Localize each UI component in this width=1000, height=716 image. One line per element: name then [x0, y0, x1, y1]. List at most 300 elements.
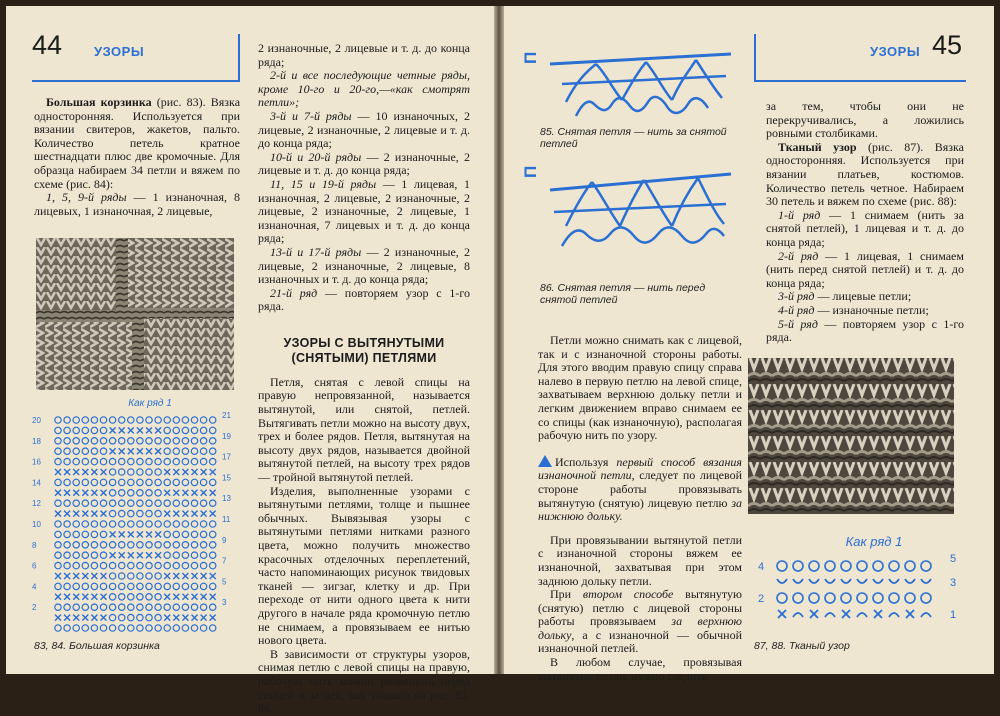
row-number-left: 2	[32, 603, 37, 613]
row-text: — повторяем узор с 1-го ряда.	[258, 285, 470, 314]
cross-symbol	[64, 469, 70, 475]
row-label: 11, 15 и 19-й ряды	[270, 176, 377, 191]
row-text: — 1 лицевая, 1 снимаем (нить перед снятой петлей) и т. д. до конца ряда;	[766, 248, 964, 290]
row-number-right: 7	[222, 556, 227, 566]
circle-symbol	[119, 500, 125, 506]
circle-symbol	[173, 542, 179, 548]
circle-symbol	[109, 438, 115, 444]
row-label: 13-й и 17-й ряды	[270, 244, 362, 259]
text-run: , а с изнаночной — обычной изнаночной петлей.	[538, 627, 742, 656]
woven-title: Тканый узор	[778, 139, 857, 154]
paragraph: 2 изнаночные, 2 лицевые и т. д. до конца ряда;	[258, 41, 470, 69]
circle-symbol	[182, 583, 188, 589]
paragraph: Петли можно снимать как с лицевой, так и с изнаночной стороны работы. Для этого вводим правую спицу справа налево в первую петлю на левой спице, захватываем верхнюю дольку петли и легким движением вправо снимаем ее со спицы (как изнаночную), располагая рабочую нить по узору.	[538, 333, 742, 443]
circle-symbol	[210, 531, 216, 537]
row-number-right: 19	[222, 431, 231, 441]
circle-symbol	[73, 458, 79, 464]
circle-symbol	[64, 542, 70, 548]
cross-symbol	[110, 427, 116, 433]
circle-symbol	[64, 438, 70, 444]
circle-symbol	[173, 427, 179, 433]
circle-symbol	[146, 458, 152, 464]
circle-symbol	[210, 417, 216, 423]
circle-symbol	[210, 500, 216, 506]
circle-symbol	[173, 562, 179, 568]
cross-symbol	[73, 594, 79, 600]
circle-symbol	[841, 561, 851, 571]
circle-symbol	[173, 521, 179, 527]
figure-86-diagram	[521, 156, 736, 254]
paragraph: за тем, чтобы они не перекручивались, а ложились ровными столбиками.	[766, 99, 964, 141]
circle-symbol	[82, 417, 88, 423]
circle-symbol	[173, 448, 179, 454]
circle-symbol	[191, 427, 197, 433]
circle-symbol	[164, 500, 170, 506]
circle-symbol	[210, 583, 216, 589]
cross-symbol	[91, 615, 97, 621]
note-paragraph	[538, 455, 742, 524]
book-gutter	[494, 6, 504, 674]
cross-symbol	[201, 511, 207, 517]
circle-symbol	[119, 583, 125, 589]
row-number-right: 21	[222, 411, 231, 420]
cross-symbol	[146, 552, 152, 558]
circle-symbol	[64, 427, 70, 433]
cross-symbol	[201, 573, 207, 579]
circle-symbol	[155, 469, 161, 475]
row-number-right: 3	[222, 598, 227, 608]
circle-symbol	[873, 561, 883, 571]
circle-symbol	[119, 604, 125, 610]
row1-text: — 1 изнаночная, 8 лицевых, 1 изнаночная, 2 лицевые,	[34, 190, 240, 218]
circle-symbol	[173, 604, 179, 610]
row-number-left: 20	[32, 416, 41, 425]
circle-symbol	[200, 448, 206, 454]
circle-symbol	[100, 583, 106, 589]
arc-symbol	[857, 613, 867, 617]
chart-grid	[777, 561, 931, 618]
circle-symbol	[164, 438, 170, 444]
circle-symbol	[128, 438, 134, 444]
circle-symbol	[137, 625, 143, 631]
chart-grid	[55, 417, 216, 631]
woven-intro: (рис. 87). Вязка односторонняя. Используется при вязании платьев, костюмов. Количество петель четное. Набираем 30 петель и вяжем по схеме (рис. 88):	[766, 139, 965, 209]
circle-symbol	[119, 438, 125, 444]
cross-symbol	[110, 448, 116, 454]
arc-symbol	[793, 613, 803, 617]
cross-symbol	[64, 490, 70, 496]
circle-symbol	[777, 561, 787, 571]
circle-symbol	[182, 531, 188, 537]
arc-symbol	[777, 579, 787, 583]
arc-symbol	[873, 579, 883, 583]
circle-symbol	[857, 561, 867, 571]
circle-symbol	[210, 427, 216, 433]
circle-symbol	[55, 531, 61, 537]
circle-symbol	[200, 604, 206, 610]
circle-symbol	[91, 479, 97, 485]
circle-symbol	[191, 625, 197, 631]
cross-symbol	[128, 531, 134, 537]
circle-symbol	[82, 427, 88, 433]
circle-symbol	[73, 479, 79, 485]
circle-symbol	[137, 521, 143, 527]
circle-symbol	[191, 583, 197, 589]
circle-symbol	[191, 531, 197, 537]
circle-symbol	[109, 604, 115, 610]
circle-symbol	[73, 500, 79, 506]
figure-caption-86: 86. Снятая петля — нить перед снятой петлей	[540, 282, 706, 306]
circle-symbol	[191, 552, 197, 558]
paragraph	[538, 588, 742, 656]
cross-symbol	[55, 469, 61, 475]
cross-symbol	[55, 594, 61, 600]
cross-symbol	[137, 427, 143, 433]
paragraph: В любом случае, провязывая вытянутые петли, нужно следить	[538, 655, 742, 683]
circle-symbol	[210, 438, 216, 444]
figure-caption-87-88: 87, 88. Тканый узор	[754, 640, 850, 652]
circle-symbol	[146, 490, 152, 496]
cross-symbol	[119, 531, 125, 537]
arc-symbol	[809, 579, 819, 583]
circle-symbol	[155, 583, 161, 589]
circle-symbol	[200, 417, 206, 423]
circle-symbol	[191, 417, 197, 423]
cross-symbol	[64, 615, 70, 621]
circle-symbol	[128, 562, 134, 568]
circle-symbol	[146, 542, 152, 548]
circle-symbol	[128, 521, 134, 527]
circle-symbol	[82, 521, 88, 527]
circle-symbol	[91, 458, 97, 464]
cross-symbol	[55, 511, 61, 517]
arc-symbol	[921, 613, 931, 617]
circle-symbol	[173, 417, 179, 423]
row-label: 5-й ряд	[778, 316, 818, 331]
circle-symbol	[73, 562, 79, 568]
circle-symbol	[146, 562, 152, 568]
circle-symbol	[921, 561, 931, 571]
circle-symbol	[82, 479, 88, 485]
row-number-left: 2	[758, 593, 765, 605]
cross-symbol	[55, 490, 61, 496]
circle-symbol	[119, 625, 125, 631]
circle-symbol	[825, 561, 835, 571]
running-head-right: УЗОРЫ	[870, 44, 921, 59]
circle-symbol	[182, 427, 188, 433]
circle-symbol	[91, 417, 97, 423]
circle-symbol	[55, 583, 61, 589]
cross-symbol	[146, 448, 152, 454]
cross-symbol	[182, 511, 188, 517]
row-number-right: 17	[222, 452, 231, 462]
cross-symbol	[82, 469, 88, 475]
cross-symbol	[210, 490, 216, 496]
circle-symbol	[155, 521, 161, 527]
circle-symbol	[100, 604, 106, 610]
circle-symbol	[200, 427, 206, 433]
circle-symbol	[841, 593, 851, 603]
cross-symbol	[137, 552, 143, 558]
circle-symbol	[91, 552, 97, 558]
cross-symbol	[119, 427, 125, 433]
circle-symbol	[109, 490, 115, 496]
circle-symbol	[137, 469, 143, 475]
circle-symbol	[164, 448, 170, 454]
paragraph: Изделия, выполненные узорами с вытянутыми петлями, толще и пышнее обычных. Вывязывая узоры с вытянутыми петлями нитками разного цвета, можно получить множество красочных отделочных переплетений, часто напоминающих рисунок твидовых тканей — зигзаг, клетку и др. При переходе от нити одного цвета к нити другого в начале ряда кромочную петлю не снимаем, а провязываем ее нитью нового цвета.	[258, 483, 470, 648]
row-number-right: 13	[222, 494, 231, 504]
circle-symbol	[155, 417, 161, 423]
circle-symbol	[182, 625, 188, 631]
cross-symbol	[155, 448, 161, 454]
row-text: — 1 снимаем (нить за снятой петлей), 1 лицевая и т. д. до конца ряда;	[766, 207, 964, 249]
cross-symbol	[137, 531, 143, 537]
circle-symbol	[155, 490, 161, 496]
cross-symbol	[778, 610, 786, 618]
circle-symbol	[64, 458, 70, 464]
circle-symbol	[137, 500, 143, 506]
circle-symbol	[82, 531, 88, 537]
cross-symbol	[164, 615, 170, 621]
cross-symbol	[192, 511, 198, 517]
circle-symbol	[191, 500, 197, 506]
arc-symbol	[905, 579, 915, 583]
basket-intro	[34, 96, 240, 218]
cross-symbol	[210, 469, 216, 475]
cross-symbol	[182, 615, 188, 621]
circle-symbol	[119, 510, 125, 516]
circle-symbol	[109, 594, 115, 600]
circle-symbol	[55, 458, 61, 464]
circle-symbol	[191, 604, 197, 610]
circle-symbol	[91, 625, 97, 631]
cross-symbol	[210, 615, 216, 621]
circle-symbol	[164, 542, 170, 548]
circle-symbol	[182, 604, 188, 610]
circle-symbol	[73, 625, 79, 631]
circle-symbol	[100, 521, 106, 527]
circle-symbol	[164, 458, 170, 464]
row-number-right: 15	[222, 473, 231, 483]
circle-symbol	[146, 573, 152, 579]
circle-symbol	[109, 583, 115, 589]
circle-symbol	[100, 448, 106, 454]
row-number-left: 4	[32, 582, 37, 592]
cross-symbol	[201, 490, 207, 496]
circle-symbol	[100, 552, 106, 558]
cross-symbol	[91, 594, 97, 600]
cross-symbol	[119, 448, 125, 454]
arc-symbol	[841, 579, 851, 583]
figure-caption-85: 85. Снятая петля — нить за снятой петлей	[540, 126, 727, 150]
circle-symbol	[182, 521, 188, 527]
row-label: 3-й ряд	[778, 289, 815, 304]
circle-symbol	[128, 500, 134, 506]
circle-symbol	[119, 469, 125, 475]
circle-symbol	[155, 479, 161, 485]
row-number-right: 9	[222, 535, 227, 545]
circle-symbol	[55, 521, 61, 527]
row-number-left: 14	[32, 478, 41, 488]
circle-symbol	[64, 531, 70, 537]
circle-symbol	[91, 500, 97, 506]
cross-symbol	[101, 615, 107, 621]
circle-symbol	[91, 583, 97, 589]
right-page	[504, 6, 994, 683]
circle-symbol	[793, 593, 803, 603]
paragraph: 2-й и все последующие четные ряды, кроме 10-го и 20-го,—«как смотрят петли»;	[258, 68, 470, 110]
basket-photo	[36, 238, 234, 390]
cross-symbol	[82, 573, 88, 579]
circle-symbol	[137, 417, 143, 423]
circle-symbol	[191, 458, 197, 464]
row-label: 1-й ряд	[778, 207, 821, 222]
circle-symbol	[200, 625, 206, 631]
circle-symbol	[119, 562, 125, 568]
circle-symbol	[91, 562, 97, 568]
circle-symbol	[200, 542, 206, 548]
circle-symbol	[109, 614, 115, 620]
circle-symbol	[91, 542, 97, 548]
circle-symbol	[164, 521, 170, 527]
arc-symbol	[857, 579, 867, 583]
circle-symbol	[146, 500, 152, 506]
circle-symbol	[91, 448, 97, 454]
cross-symbol	[173, 511, 179, 517]
circle-symbol	[109, 542, 115, 548]
page-number-right: 45	[932, 30, 963, 60]
needle-letter-icon: П	[521, 51, 540, 64]
circle-symbol	[73, 448, 79, 454]
circle-symbol	[55, 542, 61, 548]
cross-symbol	[73, 573, 79, 579]
circle-symbol	[55, 479, 61, 485]
circle-symbol	[146, 614, 152, 620]
circle-symbol	[146, 479, 152, 485]
circle-symbol	[128, 479, 134, 485]
circle-symbol	[64, 521, 70, 527]
circle-symbol	[210, 562, 216, 568]
circle-symbol	[109, 458, 115, 464]
circle-symbol	[200, 531, 206, 537]
row-label: 10-й и 20-й ряды	[270, 149, 362, 164]
circle-symbol	[109, 573, 115, 579]
row-text: — лицевые петли;	[814, 289, 912, 304]
cross-symbol	[146, 531, 152, 537]
circle-symbol	[182, 458, 188, 464]
circle-symbol	[119, 417, 125, 423]
cross-symbol	[201, 469, 207, 475]
basket-chart	[30, 396, 240, 630]
row-number-left: 18	[32, 436, 41, 446]
circle-symbol	[91, 521, 97, 527]
circle-symbol	[173, 458, 179, 464]
page-number-left: 44	[32, 30, 63, 60]
cross-symbol	[173, 594, 179, 600]
row-text: — повторяем узор с 1-го ряда.	[766, 316, 964, 345]
circle-symbol	[200, 479, 206, 485]
cross-symbol	[173, 573, 179, 579]
row-number-right: 3	[950, 577, 957, 589]
circle-symbol	[182, 562, 188, 568]
circle-symbol	[91, 604, 97, 610]
circle-symbol	[128, 625, 134, 631]
circle-symbol	[200, 500, 206, 506]
paragraph: В зависимости от структуры узоров, снимая петлю с левой спицы на правую, рабочую нить можно размещать перед спицей и за ней, как указано на рис. 85, 86.	[258, 646, 470, 716]
circle-symbol	[210, 625, 216, 631]
cross-symbol	[110, 552, 116, 558]
circle-symbol	[119, 458, 125, 464]
circle-symbol	[64, 552, 70, 558]
circle-symbol	[777, 593, 787, 603]
cross-symbol	[155, 427, 161, 433]
cross-symbol	[155, 531, 161, 537]
row-number-left: 16	[32, 457, 41, 467]
circle-symbol	[73, 427, 79, 433]
circle-symbol	[191, 542, 197, 548]
row-text: — изнаночные петли;	[814, 302, 929, 317]
text-run: за нижнюю дольку.	[538, 495, 742, 524]
circle-symbol	[182, 417, 188, 423]
circle-symbol	[155, 614, 161, 620]
row-label: 2-й ряд	[778, 248, 819, 263]
woven-chart	[756, 532, 964, 632]
cross-symbol	[192, 615, 198, 621]
circle-symbol	[182, 542, 188, 548]
row-number-left: 12	[32, 499, 41, 509]
circle-symbol	[100, 625, 106, 631]
cross-symbol	[810, 610, 818, 618]
cross-symbol	[182, 469, 188, 475]
circle-symbol	[137, 438, 143, 444]
circle-symbol	[73, 552, 79, 558]
chart-header: Как ряд 1	[845, 534, 903, 549]
paragraph: При провязывании вытянутой петли с изнаночной стороны вяжем ее изнаночной, захватывая при этом заднюю дольку петли.	[538, 532, 742, 588]
circle-symbol	[164, 427, 170, 433]
circle-symbol	[109, 479, 115, 485]
basket-title: Большая корзинка	[46, 95, 152, 109]
circle-symbol	[155, 510, 161, 516]
arc-symbol	[825, 613, 835, 617]
circle-symbol	[82, 500, 88, 506]
circle-symbol	[119, 521, 125, 527]
circle-symbol	[100, 479, 106, 485]
woven-photo	[748, 358, 954, 514]
circle-symbol	[64, 604, 70, 610]
cross-symbol	[73, 615, 79, 621]
circle-symbol	[191, 562, 197, 568]
figure-caption-83-84: 83, 84. Большая корзинка	[34, 640, 160, 652]
circle-symbol	[146, 604, 152, 610]
row-number-right: 11	[222, 515, 231, 524]
circle-symbol	[809, 593, 819, 603]
circle-symbol	[200, 583, 206, 589]
arc-symbol	[921, 579, 931, 583]
cross-symbol	[101, 573, 107, 579]
cross-symbol	[173, 469, 179, 475]
circle-symbol	[155, 562, 161, 568]
circle-symbol	[64, 625, 70, 631]
triangle-marker-icon	[538, 455, 552, 467]
cross-symbol	[91, 469, 97, 475]
circle-symbol	[128, 510, 134, 516]
chart-header: Как ряд 1	[128, 398, 172, 409]
circle-symbol	[100, 531, 106, 537]
circle-symbol	[137, 562, 143, 568]
text-run: втором способе	[582, 587, 674, 602]
circle-symbol	[82, 542, 88, 548]
circle-symbol	[73, 542, 79, 548]
